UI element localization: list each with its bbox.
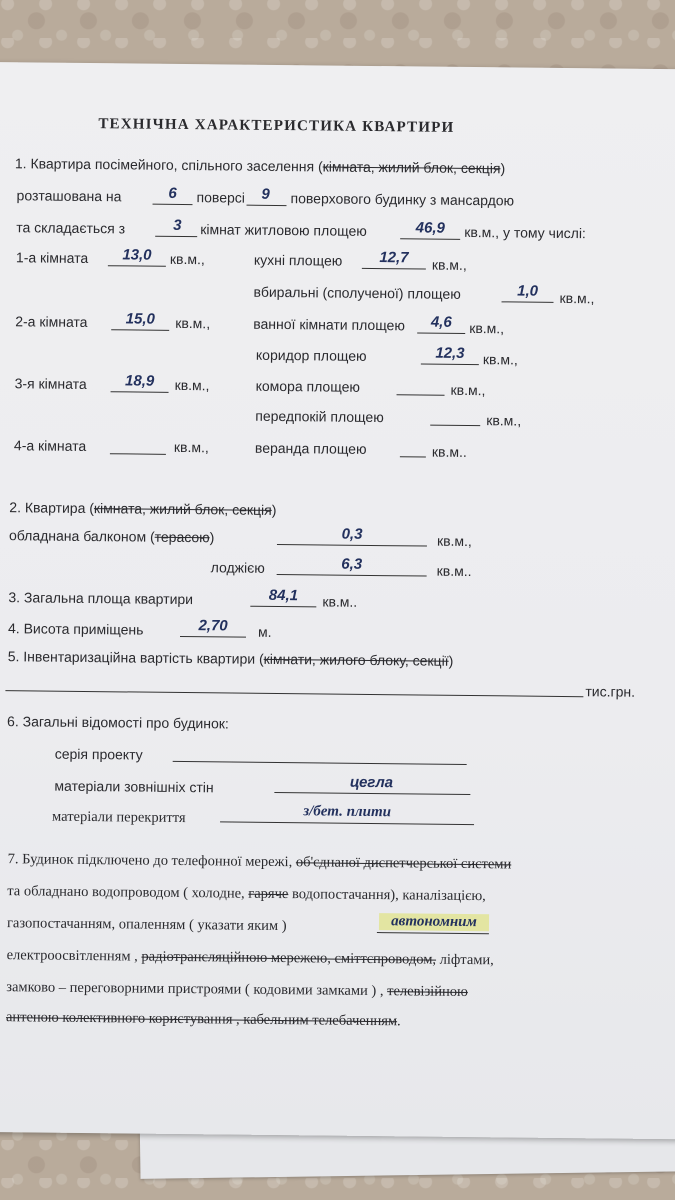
room4-value [112,434,166,435]
walls-value: цегла [349,773,394,792]
height-underline [180,636,246,638]
storage-unit: кв.м., [450,381,486,399]
toilet-value: 1,0 [517,282,539,300]
corridor-value: 12,3 [435,344,465,362]
balcony-unit: кв.м., [436,532,472,550]
room3-underline [111,391,169,393]
height-label: 4. Висота приміщень [7,620,144,638]
document-title: ТЕХНІЧНА ХАРАКТЕРИСТИКА КВАРТИРИ [98,116,455,136]
room2-label: 2-а кімната [15,313,88,330]
inventory-cost-unit: тис.грн. [585,683,636,700]
floor-underline [153,204,193,205]
floors-material-underline [220,821,474,825]
s7-line3: газопостачанням, опаленням ( указати яким ) [6,915,287,935]
room4-unit: кв.м., [173,438,209,456]
living-area-value: 46,9 [415,219,445,237]
bath-underline [417,332,465,334]
loggia-label: лоджією [210,559,265,576]
total-area-unit: кв.м.. [322,593,358,610]
room3-label: 3-я кімната [14,375,87,392]
s7-line2: та обладнано водопроводом ( холодне, гаряче водопостачання), каналізацією, [7,883,486,905]
rooms-underline [155,236,197,237]
loggia-value: 6,3 [341,555,363,573]
room2-underline [111,329,169,331]
s7-line1: 7. Будинок підключено до телефонної мережі, об'єднаної диспетчерської системи [7,851,512,873]
inventory-cost-underline [5,690,583,697]
heating-value: автономним [379,913,489,931]
rooms-value: 3 [173,216,182,234]
s1-line3-label-a: та складається з [16,219,126,237]
room1-unit: кв.м., [169,250,205,268]
room3-value: 18,9 [124,372,155,390]
room1-underline [108,265,166,267]
total-area-underline [250,606,316,608]
series-underline [173,761,467,765]
building-info-label: 6. Загальні відомості про будинок: [7,713,229,732]
s7-line5: замково – переговорними пристроями ( кодовими замками ) , телевізійною [6,979,468,1001]
hall-unit: кв.м., [486,412,522,429]
heating-underline [377,932,489,934]
room2-value: 15,0 [125,310,155,328]
height-unit: м. [257,623,272,640]
corridor-label: коридор площею [255,346,367,364]
s1-line2-label-c: поверхового будинку з мансардою [290,190,515,209]
series-label: серія проекту [54,745,143,763]
room1-label: 1-а кімната [15,249,89,266]
floors-material-label: матеріали перекриття [52,808,186,827]
kitchen-label: кухні площею [253,251,343,269]
room1-value: 13,0 [122,246,152,264]
s1-line3-label-c: кв.м., у тому числі: [464,223,586,242]
s1-line2-label-b: поверсі [196,189,246,206]
inventory-cost-label: 5. Інвентаризаційна вартість квартири (кімнати, жилого блоку, секції) [7,648,454,669]
height-value: 2,70 [198,617,228,635]
s7-line6: антеною колективного користування , кабельним телебаченням. [5,1009,401,1030]
veranda-unit: кв.м.. [431,443,467,460]
veranda-label: веранда площею [254,439,367,457]
toilet-label: вбиральні (сполученої) площею [253,283,461,302]
toilet-underline [502,301,554,303]
hall-label: передпокій площею [255,407,384,426]
hall-underline [430,425,480,427]
floor-value: 6 [168,184,177,202]
walls-underline [274,792,470,795]
s1-line2-label-a: розташована на [16,187,122,205]
bath-label: ванної кімнати площею [253,315,405,334]
kitchen-value: 12,7 [379,249,409,267]
balcony-value: 0,3 [341,525,363,543]
s1-line1: 1. Квартира посімейного, спільного заселення (кімната, жилий блок, секція) [14,155,506,177]
room4-underline [110,453,166,455]
floors-total-value: 9 [261,185,270,203]
kitchen-underline [362,268,426,270]
bath-value: 4,6 [430,313,452,331]
toilet-unit: кв.м., [559,289,595,307]
walls-label: матеріали зовнішніх стін [54,777,214,796]
room4-label: 4-а кімната [13,437,87,454]
veranda-underline [400,456,426,457]
loggia-unit: кв.м.. [436,562,472,580]
living-area-underline [400,238,460,240]
bath-unit: кв.м., [469,319,505,337]
floors-material-value: з/бет. плити [303,803,392,821]
balcony-underline [277,544,427,547]
storage-label: комора площею [255,377,360,395]
corridor-underline [421,363,479,365]
s7-line4: електроосвітленням , радіотрансляційною мережею, сміттєпроводом, ліфтами, [6,947,494,969]
room3-unit: кв.м., [174,376,210,394]
total-area-label: 3. Загальна площа квартири [8,589,194,608]
loggia-underline [277,574,427,577]
s1-line3-label-b: кімнат житловою площею [200,221,367,239]
document-sheet [0,62,675,1139]
balcony-label: обладнана балконом (терасою) [8,527,215,546]
total-area-value: 84,1 [268,586,299,605]
kitchen-unit: кв.м., [431,256,467,273]
s2-line1: 2. Квартира (кімната, жилий блок, секція) [9,499,277,518]
storage-underline [397,394,445,396]
room2-unit: кв.м., [175,314,211,332]
floors-total-underline [247,205,287,206]
corridor-unit: кв.м., [482,351,518,368]
